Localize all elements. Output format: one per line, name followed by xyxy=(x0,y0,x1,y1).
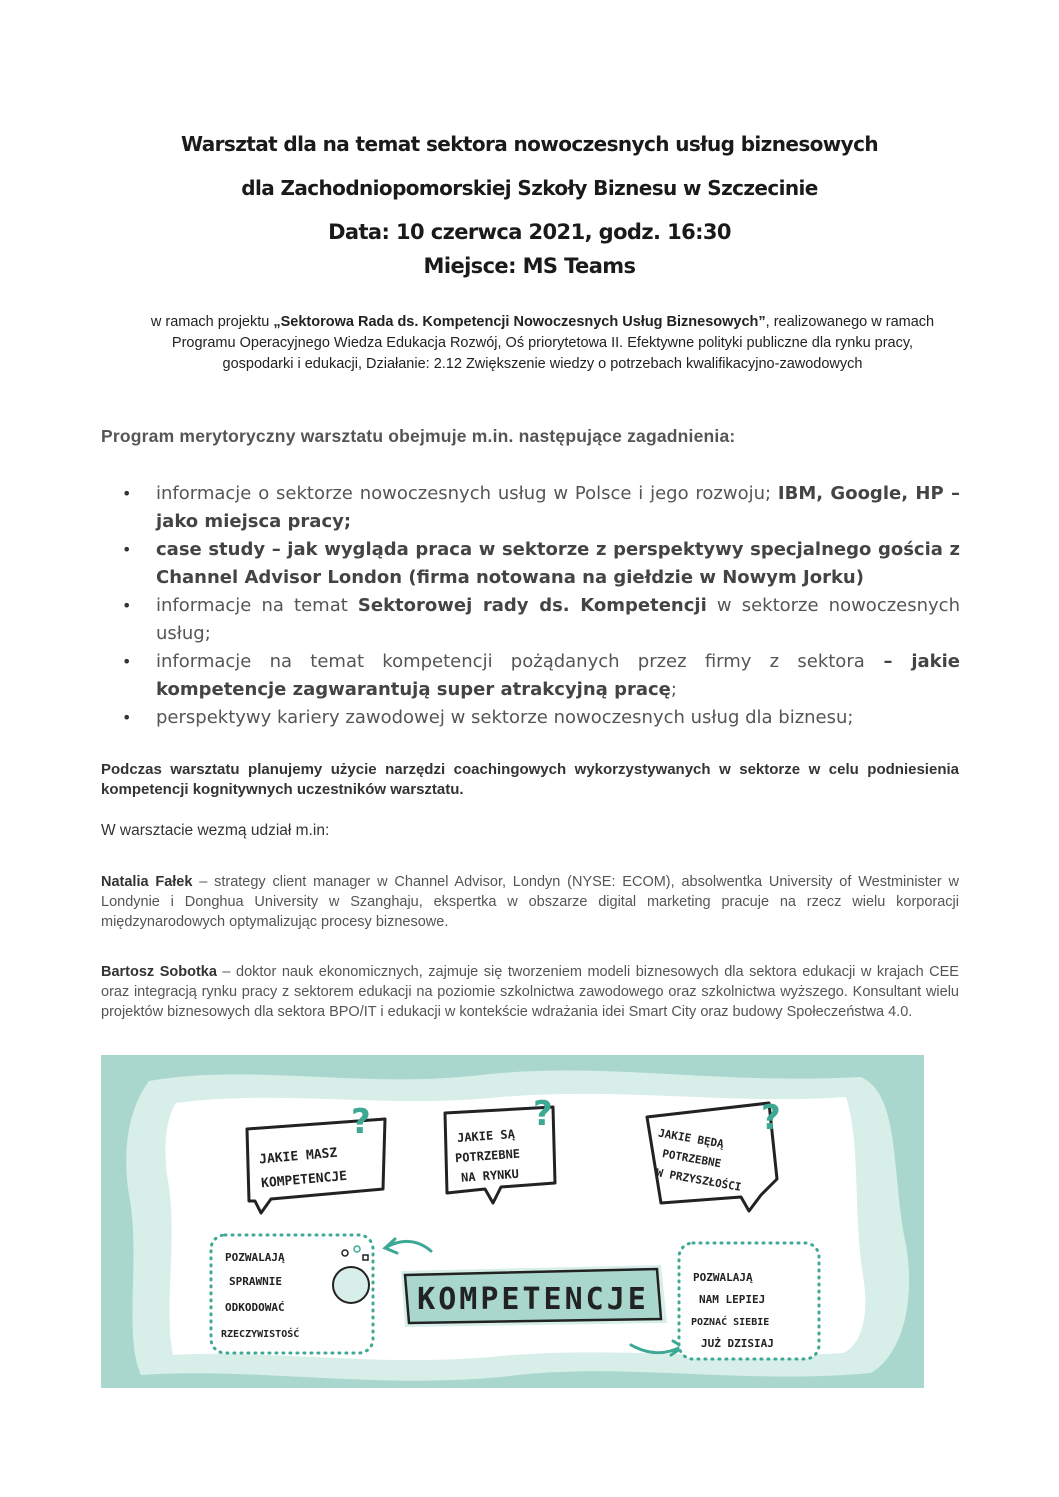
program-heading: Program merytoryczny warsztatu obejmuje m.in. następujące zagadnienia: xyxy=(101,426,736,446)
right-box-line-4: JUŻ DZISIAJ xyxy=(701,1337,774,1350)
bubble-2-line-1: JAKIE SĄ xyxy=(456,1127,516,1146)
program-item xyxy=(118,592,960,648)
speaker-name: Natalia Fałek xyxy=(101,874,193,890)
speaker-description: – doktor nauk ekonomicznych, zajmuje się tworzeniem modeli biznesowych dla sektora edukacji w krajach CEE oraz integracją rynku pracy z sektorem edukacji na poziomie szkolnictwa zawodowego oraz szkolnictwa wyższego. Konsultant wielu projektów biznesowych dla sektora BPO/IT i edukacji w kontekście wdrażania idei Smart City oraz budowy Społeczeństwa 4.0. xyxy=(101,964,959,1020)
speaker-bio xyxy=(101,962,959,1022)
right-dotted-box xyxy=(679,1243,819,1359)
program-list xyxy=(118,480,960,732)
left-box-line-1: POZWALAJĄ xyxy=(225,1251,285,1264)
left-box-line-4: RZECZYWISTOŚĆ xyxy=(221,1329,300,1340)
question-mark-icon: ? xyxy=(761,1098,781,1138)
competencies-illustration xyxy=(101,1055,924,1388)
program-item-bold: – jakie kompetencje zagwarantują super atrakcyjną pracę xyxy=(156,651,960,700)
illustration-canvas xyxy=(101,1055,924,1388)
program-item xyxy=(118,480,960,536)
project-intro xyxy=(140,312,945,375)
bubble-3-line-1: JAKIE BĘDĄ xyxy=(657,1126,725,1151)
speaker-name: Bartosz Sobotka xyxy=(101,964,217,980)
bubble-3-line-3: W PRZYSZŁOŚCI xyxy=(655,1166,743,1194)
project-name: „Sektorowa Rada ds. Kompetencji Nowoczesnych Usług Biznesowych” xyxy=(273,314,766,330)
program-item-bold: Sektorowej rady ds. Kompetencji xyxy=(357,595,707,616)
date-line: Data: 10 czerwca 2021, godz. 16:30 xyxy=(328,220,731,244)
program-item-text: informacje na temat kompetencji pożądanych przez firmy z sektora xyxy=(156,651,865,672)
program-item-text: perspektywy kariery zawodowej w sektorze nowoczesnych usług dla biznesu; xyxy=(156,707,854,728)
bubble-1-line-1: JAKIE MASZ xyxy=(258,1145,338,1168)
program-item-text: informacje na temat xyxy=(156,595,358,616)
program-item-bold: IBM, Google, HP – jako miejsca pracy; xyxy=(156,483,961,532)
program-item-text: ; xyxy=(670,679,677,700)
speaker-description: – strategy client manager w Channel Advisor, Londyn (NYSE: ECOM), absolwentka University of Westminister w Londynie i Donghua University w Szanghaju, ekspertka w obszarze digital marketing pracuje na rzecz wielu korporacji międzynarodowych optymalizując procesy biznesowe. xyxy=(101,874,959,930)
program-item-text: w sektorze nowoczesnych usług; xyxy=(156,595,960,644)
right-box-line-2: NAM LEPIEJ xyxy=(699,1293,766,1306)
program-item-text: informacje o sektorze nowoczesnych usług w Polsce i jego rozwoju; xyxy=(156,483,778,504)
center-banner xyxy=(401,1265,667,1327)
place-line: Miejsce: MS Teams xyxy=(423,254,636,278)
program-item xyxy=(118,536,960,592)
bubble-2-line-3: NA RYNKU xyxy=(460,1166,520,1185)
program-item xyxy=(118,648,960,704)
question-mark-icon: ? xyxy=(351,1102,371,1142)
speaker-bio xyxy=(101,872,959,932)
right-box-line-3: POZNAĆ SIEBIE xyxy=(691,1317,770,1328)
question-mark-icon: ? xyxy=(533,1094,553,1134)
intro-prefix: w ramach projektu xyxy=(150,314,274,330)
title-line-1: Warsztat dla na temat sektora nowoczesnych usług biznesowych xyxy=(181,132,878,156)
program-item-bold: case study – jak wygląda praca w sektorze z perspektywy specjalnego gościa z Channel Advisor London (firma notowana na giełdzie w Nowym Jorku) xyxy=(156,539,960,588)
program-item xyxy=(118,704,960,732)
title-line-2: dla Zachodniopomorskiej Szkoły Biznesu w Szczecinie xyxy=(241,176,818,200)
coaching-paragraph: Podczas warsztatu planujemy użycie narzędzi coachingowych wykorzystywanych w sektorze w celu podniesienia kompetencji kognitywnych uczestników warsztatu. xyxy=(101,761,959,798)
bubble-2-line-2: POTRZEBNE xyxy=(454,1146,521,1166)
center-title: KOMPETENCJE xyxy=(417,1282,649,1317)
intro-suffix: , realizowanego w ramach Programu Operacyjnego Wiedza Edukacja Rozwój, Oś priorytetowa II. Efektywne polityki publiczne dla rynku pracy, gospodarki i edukacji, Działanie: 2.12 Zwiększenie wiedzy o potrzebach kwalifikacyjno-zawodowych xyxy=(171,314,935,372)
bubble-3-line-2: POTRZEBNE xyxy=(661,1147,723,1171)
question-bubble-3 xyxy=(647,1098,781,1211)
participants-heading: W warsztacie wezmą udział m.in: xyxy=(101,822,330,839)
right-box-line-1: POZWALAJĄ xyxy=(693,1271,753,1284)
left-dotted-box xyxy=(211,1235,373,1353)
left-box-line-2: SPRAWNIE xyxy=(229,1275,282,1288)
bubble-1-line-2: KOMPETENCJE xyxy=(260,1168,348,1192)
left-box-line-3: ODKODOWAĆ xyxy=(225,1301,285,1314)
